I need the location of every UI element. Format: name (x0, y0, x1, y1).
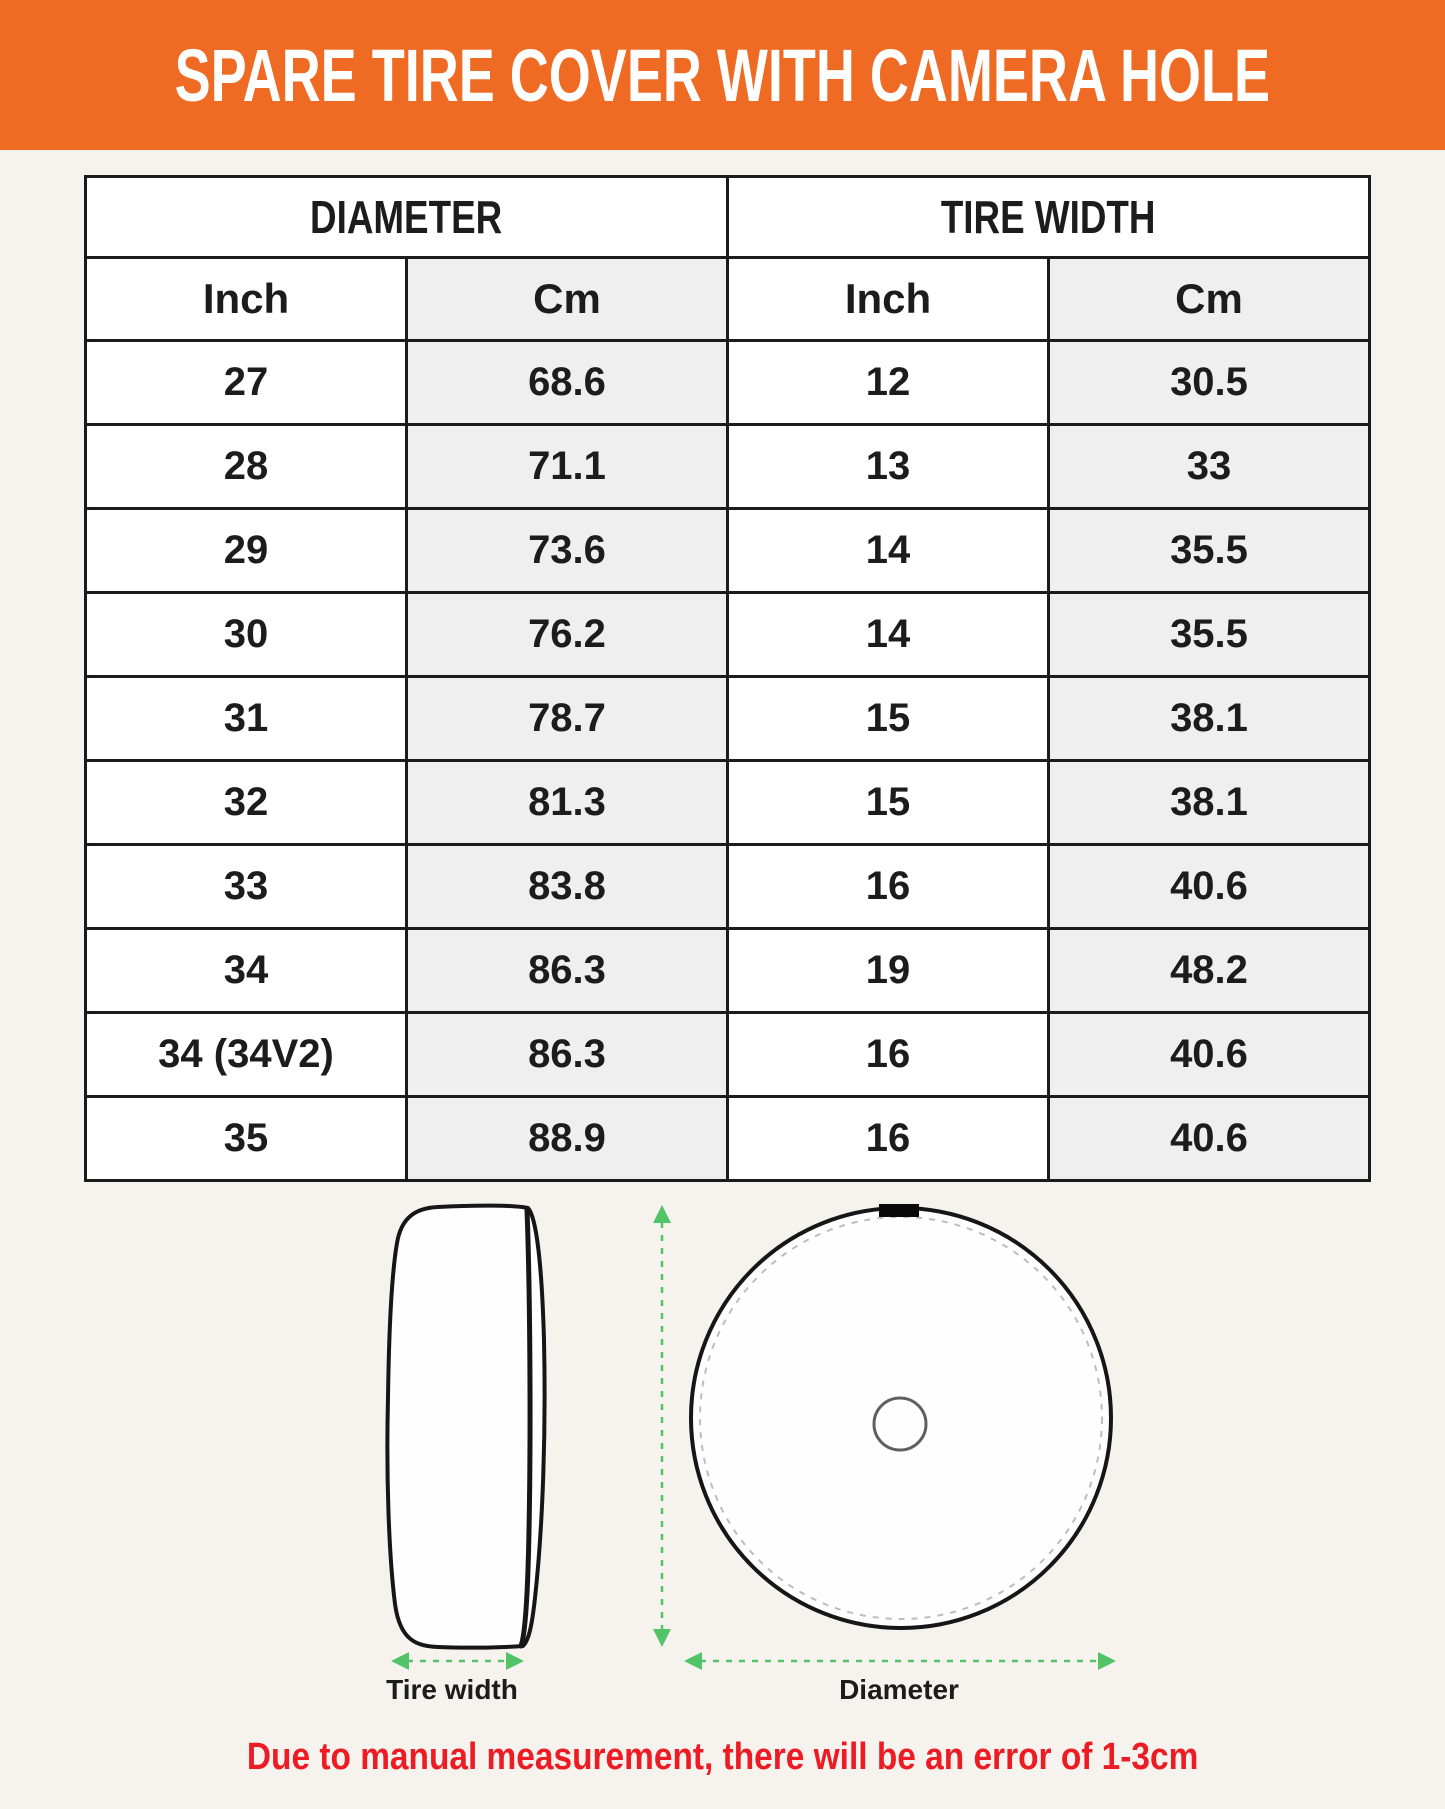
size-table (84, 175, 1371, 1182)
cell-width-inch: 16 (728, 845, 1049, 929)
diameter-vertical-arrow (653, 1205, 671, 1647)
cell-diameter-cm: 86.3 (407, 1013, 728, 1097)
valve-marker (879, 1204, 919, 1217)
table-row (86, 677, 1370, 761)
table-row (86, 593, 1370, 677)
cell-diameter-inch: 30 (86, 593, 407, 677)
cell-width-cm: 38.1 (1049, 677, 1370, 761)
cell-diameter-cm: 78.7 (407, 677, 728, 761)
cell-diameter-inch: 32 (86, 761, 407, 845)
cell-diameter-inch: 28 (86, 425, 407, 509)
table-row (86, 929, 1370, 1013)
group-header-diameter: DIAMETER (86, 177, 728, 258)
column-header-diameter-inch: Inch (86, 258, 407, 341)
cell-width-cm: 35.5 (1049, 509, 1370, 593)
cell-diameter-cm: 76.2 (407, 593, 728, 677)
column-header-width-cm: Cm (1049, 258, 1370, 341)
cell-width-cm: 40.6 (1049, 1097, 1370, 1181)
cell-diameter-inch: 27 (86, 341, 407, 425)
cell-diameter-cm: 68.6 (407, 341, 728, 425)
page-title: SPARE TIRE COVER WITH CAMERA HOLE (174, 33, 1271, 117)
cell-width-inch: 12 (728, 341, 1049, 425)
tire-front-view (691, 1204, 1111, 1628)
cell-width-cm: 40.6 (1049, 1013, 1370, 1097)
cell-width-inch: 16 (728, 1013, 1049, 1097)
table-row (86, 761, 1370, 845)
cell-width-inch: 15 (728, 761, 1049, 845)
cell-width-cm: 30.5 (1049, 341, 1370, 425)
tire-width-label: Tire width (386, 1674, 518, 1705)
diameter-horizontal-arrow (684, 1652, 1116, 1670)
tire-side-view (387, 1206, 544, 1648)
table-group-header-row (86, 177, 1370, 258)
group-header-tire-width: TIRE WIDTH (728, 177, 1370, 258)
cell-width-inch: 16 (728, 1097, 1049, 1181)
table-row (86, 845, 1370, 929)
cell-width-cm: 38.1 (1049, 761, 1370, 845)
table-row (86, 1013, 1370, 1097)
table-row (86, 425, 1370, 509)
cell-diameter-inch: 35 (86, 1097, 407, 1181)
cell-diameter-inch: 31 (86, 677, 407, 761)
cell-diameter-inch: 34 (86, 929, 407, 1013)
tire-diagram (0, 1185, 1445, 1705)
tire-width-arrow (391, 1652, 524, 1670)
cell-diameter-cm: 73.6 (407, 509, 728, 593)
column-header-diameter-cm: Cm (407, 258, 728, 341)
cell-width-inch: 14 (728, 509, 1049, 593)
cell-diameter-cm: 71.1 (407, 425, 728, 509)
table-row (86, 1097, 1370, 1181)
cell-width-cm: 35.5 (1049, 593, 1370, 677)
table-column-header-row (86, 258, 1370, 341)
cell-width-inch: 13 (728, 425, 1049, 509)
cell-width-inch: 15 (728, 677, 1049, 761)
cell-diameter-inch: 33 (86, 845, 407, 929)
cell-width-cm: 40.6 (1049, 845, 1370, 929)
cell-diameter-inch: 29 (86, 509, 407, 593)
column-header-width-inch: Inch (728, 258, 1049, 341)
cell-width-inch: 19 (728, 929, 1049, 1013)
cell-diameter-cm: 83.8 (407, 845, 728, 929)
camera-hole (874, 1398, 926, 1450)
cell-diameter-inch: 34 (34V2) (86, 1013, 407, 1097)
cell-diameter-cm: 81.3 (407, 761, 728, 845)
measurement-disclaimer: Due to manual measurement, there will be an error of 1-3cm (246, 1736, 1199, 1778)
diameter-label: Diameter (839, 1674, 959, 1705)
title-banner (0, 0, 1445, 150)
table-row (86, 509, 1370, 593)
cell-width-cm: 33 (1049, 425, 1370, 509)
cell-diameter-cm: 86.3 (407, 929, 728, 1013)
cell-width-cm: 48.2 (1049, 929, 1370, 1013)
table-row (86, 341, 1370, 425)
cell-diameter-cm: 88.9 (407, 1097, 728, 1181)
cell-width-inch: 14 (728, 593, 1049, 677)
